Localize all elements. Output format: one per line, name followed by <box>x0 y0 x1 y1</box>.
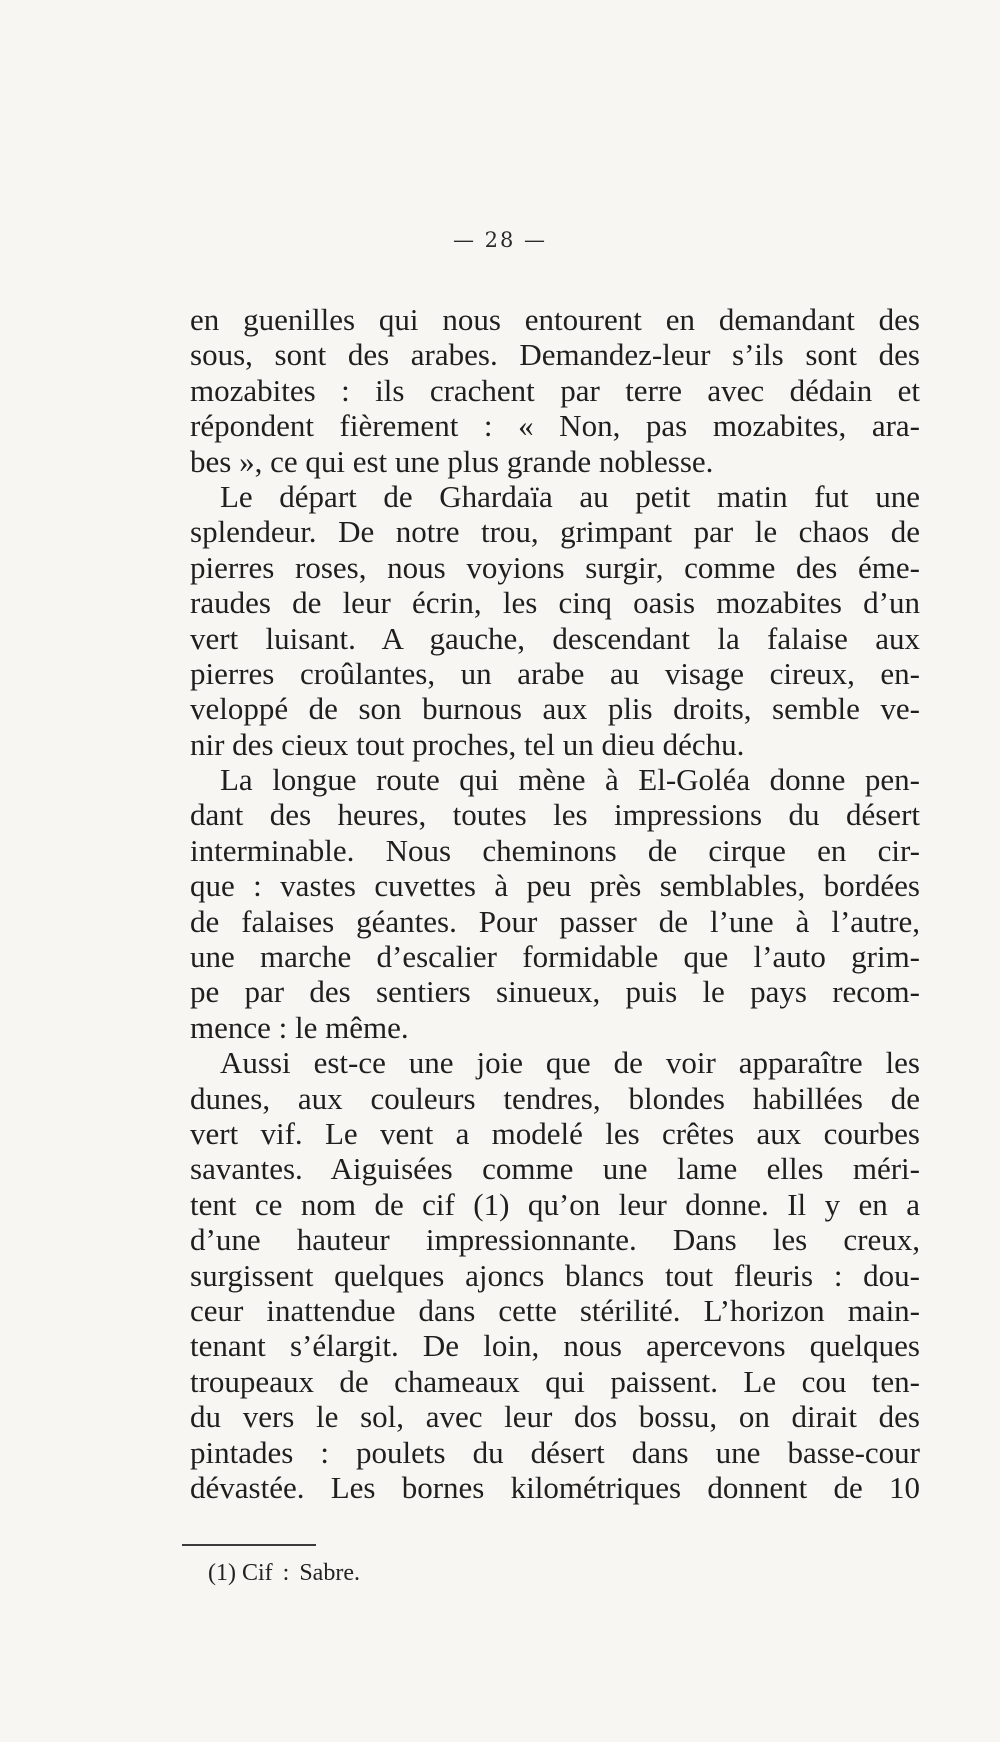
text-line: ceur inattendue dans cette stérilité. L’horizon main- <box>190 1292 920 1328</box>
footnote <box>208 1560 360 1587</box>
text-line: surgissent quelques ajoncs blancs tout fleuris : dou- <box>190 1257 920 1293</box>
footnote-text: Sabre. <box>299 1560 360 1586</box>
text-line: en guenilles qui nous entourent en demandant des <box>190 302 920 337</box>
text-line: mence : le même. <box>190 1009 409 1045</box>
text-line: une marche d’escalier formidable que l’auto grim- <box>190 939 920 975</box>
text-line: splendeur. De notre trou, grimpant par le chaos de <box>190 514 920 550</box>
text-line: savantes. Aiguisées comme une lame elles méri- <box>190 1151 920 1187</box>
text-line: tenant s’élargit. De loin, nous apercevons quelques <box>190 1328 920 1364</box>
body-text <box>190 302 920 1505</box>
text-line: tent ce nom de cif (1) qu’on leur donne. Il y en a <box>190 1186 920 1222</box>
text-line: que : vastes cuvettes à peu près semblables, bordées <box>190 868 920 904</box>
footnote-divider <box>182 1544 316 1546</box>
text-line: Aussi est-ce une joie que de voir apparaître les <box>220 1045 920 1081</box>
text-line: veloppé de son burnous aux plis droits, semble ve- <box>190 691 920 727</box>
text-line: pe par des sentiers sinueux, puis le pays recom- <box>190 974 920 1010</box>
footnote-separator: : <box>282 1560 290 1586</box>
text-line: La longue route qui mène à El-Goléa donne pen- <box>220 762 920 798</box>
page-number: — 28 — <box>452 228 548 252</box>
text-line: de falaises géantes. Pour passer de l’une à l’autre, <box>190 903 920 939</box>
text-line: dant des heures, toutes les impressions du désert <box>190 797 920 833</box>
text-line: raudes de leur écrin, les cinq oasis mozabites d’un <box>190 585 920 621</box>
text-line: d’une hauteur impressionnante. Dans les creux, <box>190 1222 920 1258</box>
text-line: vert vif. Le vent a modelé les crêtes aux courbes <box>190 1115 920 1151</box>
text-line: vert luisant. A gauche, descendant la falaise aux <box>190 620 920 656</box>
text-line: dunes, aux couleurs tendres, blondes habillées de <box>190 1080 920 1116</box>
text-line: pintades : poulets du désert dans une basse-cour <box>190 1434 920 1470</box>
text-line: pierres croûlantes, un arabe au visage cireux, en- <box>190 655 920 691</box>
text-line: du vers le sol, avec leur dos bossu, on dirait des <box>190 1399 920 1435</box>
text-line: troupeaux de chameaux qui paissent. Le cou ten- <box>190 1363 920 1399</box>
text-line: nir des cieux tout proches, tel un dieu déchu. <box>190 726 745 762</box>
footnote-marker: (1) Cif <box>208 1560 273 1586</box>
text-line: bes », ce qui est une plus grande noblesse. <box>190 443 714 479</box>
text-line: mozabites : ils crachent par terre avec dédain et <box>190 372 920 408</box>
text-line: répondent fièrement : « Non, pas mozabites, ara- <box>190 408 920 444</box>
text-line: pierres roses, nous voyions surgir, comme des éme- <box>190 549 920 585</box>
text-line: dévastée. Les bornes kilométriques donnent de 10 <box>190 1469 920 1505</box>
text-line: sous, sont des arabes. Demandez-leur s’ils sont des <box>190 337 920 373</box>
text-line: interminable. Nous cheminons de cirque en cir- <box>190 832 920 868</box>
text-line: Le départ de Ghardaïa au petit matin fut une <box>220 478 920 514</box>
